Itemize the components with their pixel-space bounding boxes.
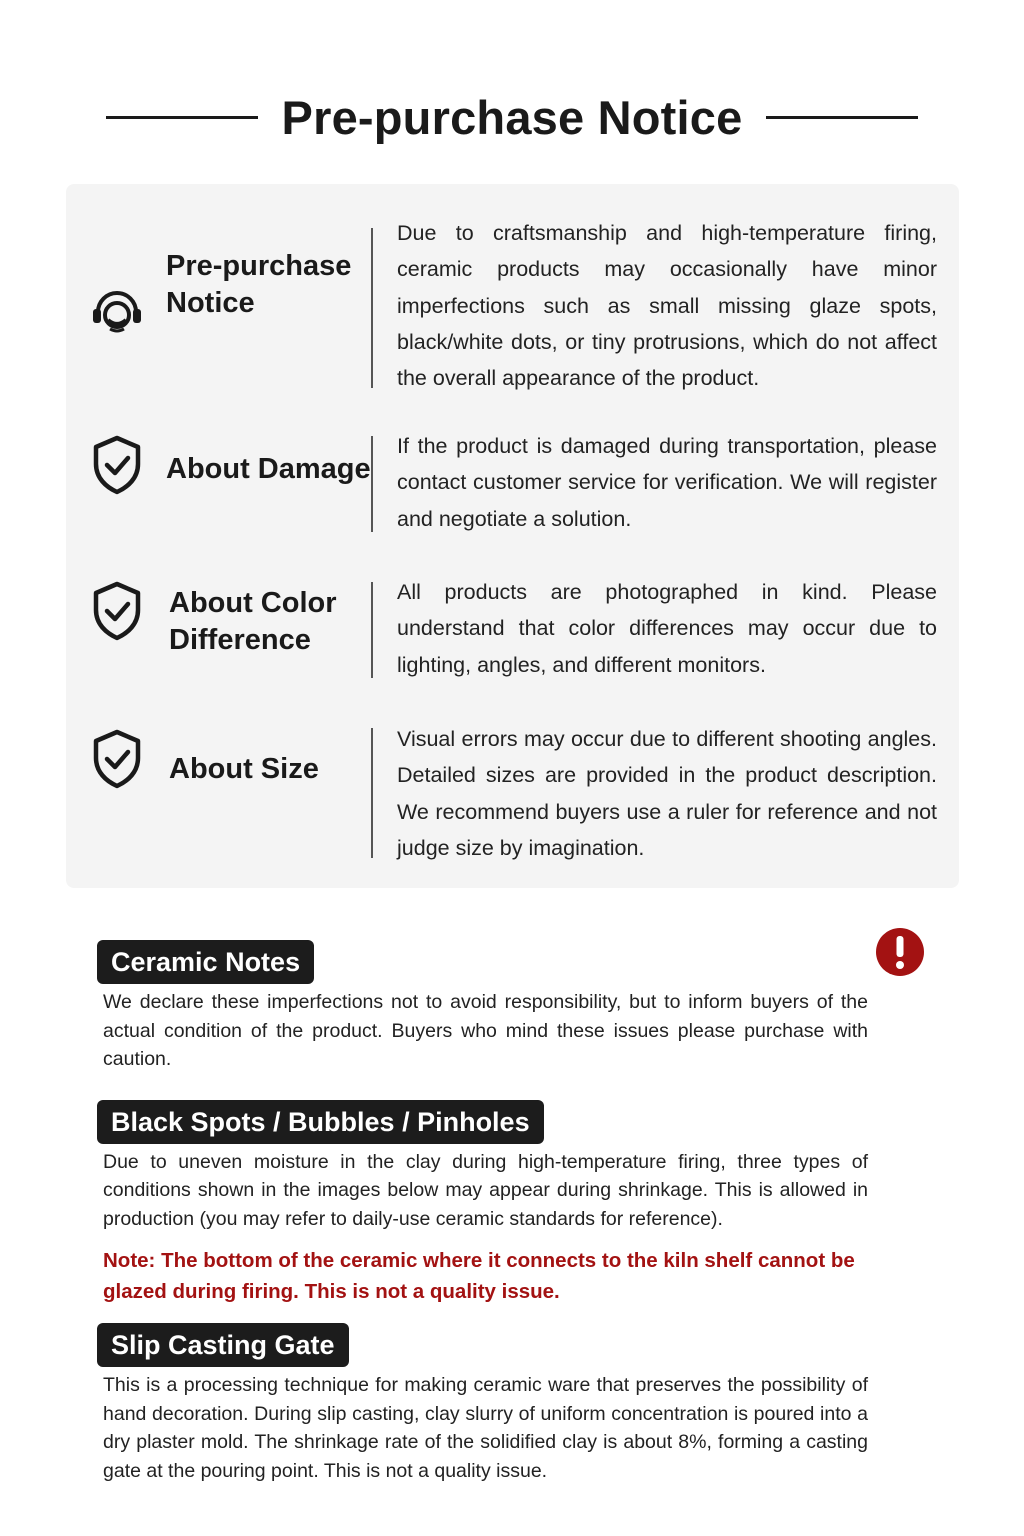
notice-divider xyxy=(371,728,373,858)
section-black-spots xyxy=(97,1100,897,1308)
section-ceramic-notes xyxy=(97,940,897,1074)
ceramic-sections xyxy=(97,940,897,1485)
notice-label: About Damage xyxy=(166,453,371,485)
shield-check-icon xyxy=(90,434,144,496)
shield-check-icon xyxy=(90,580,144,642)
shield-check-icon xyxy=(90,728,144,790)
notice-card xyxy=(66,184,959,888)
notice-text: Visual errors may occur due to different shooting angles. Detailed sizes are provided in the product description. We recommend buyers use a ruler for reference and not judge size by imagination. xyxy=(397,727,937,860)
section-body: This is a processing technique for making ceramic ware that preserves the possibility of hand decoration. During slip casting, clay slurry of uniform concentration is poured into a dry plaster mold. The shrinkage rate of the solidified clay is about 8%, forming a casting gate at the pouring point. This is not a quality issue. xyxy=(103,1374,868,1482)
notice-text: Due to craftsmanship and high-temperature firing, ceramic products may occasionally have minor imperfections such as small missing glaze spots, black/white dots, or tiny protrusions, which do not affect the overall appearance of the product. xyxy=(397,221,937,391)
section-title: Black Spots / Bubbles / Pinholes xyxy=(97,1100,544,1144)
section-body: Due to uneven moisture in the clay during high-temperature firing, three types of conditions shown in the images below may appear during shrinkage. This is allowed in production (you may refer to daily-use ceramic standards for reference). xyxy=(103,1150,868,1230)
section-body: We declare these imperfections not to avoid responsibility, but to inform buyers of the actual condition of the product. Buyers who mind these issues please purchase with caution. xyxy=(103,991,868,1070)
notice-text: If the product is damaged during transportation, please contact customer service for verification. We will register and negotiate a solution. xyxy=(397,434,937,531)
section-title: Ceramic Notes xyxy=(97,940,314,984)
notice-divider xyxy=(371,436,373,532)
page-title: Pre-purchase Notice xyxy=(281,90,743,144)
section-slip-casting xyxy=(97,1323,897,1485)
header-left-rule xyxy=(106,116,258,119)
page-header xyxy=(0,82,1024,152)
headset-icon xyxy=(90,280,144,342)
notice-divider xyxy=(371,228,373,388)
notice-label: Pre-purchase Notice xyxy=(166,250,352,319)
section-note: Note: The bottom of the ceramic where it connects to the kiln shelf cannot be glazed during firing. This is not a quality issue. xyxy=(103,1249,855,1303)
section-title: Slip Casting Gate xyxy=(97,1323,349,1367)
notice-text: All products are photographed in kind. Please understand that color differences may occur due to lighting, angles, and different monitors. xyxy=(397,580,937,677)
header-right-rule xyxy=(766,116,918,119)
notice-label: About Size xyxy=(169,753,319,785)
notice-label: About Color Difference xyxy=(169,587,337,656)
notice-divider xyxy=(371,582,373,678)
